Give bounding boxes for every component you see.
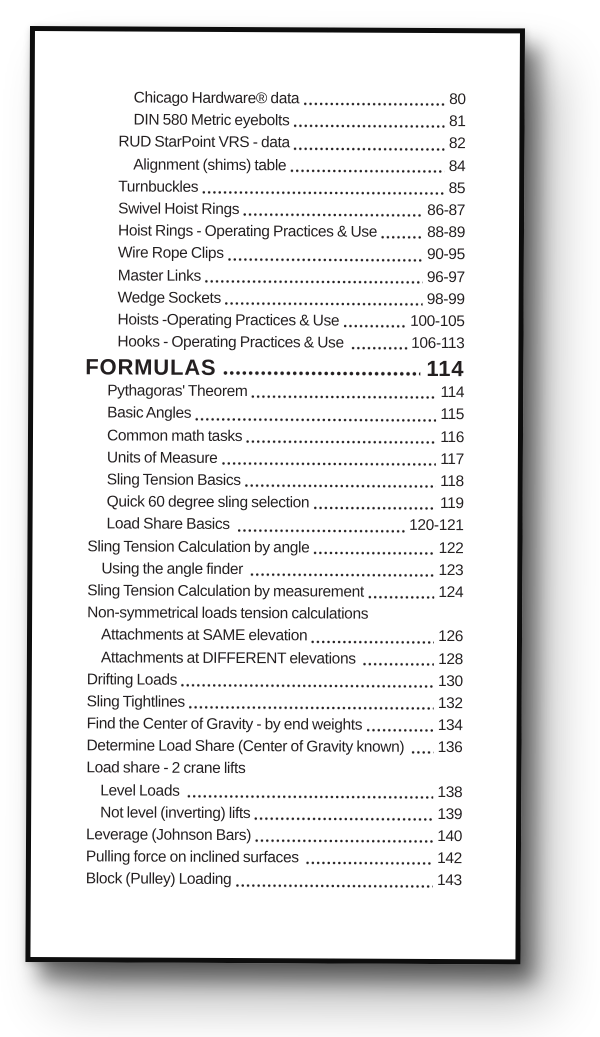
toc-entry-label: Using the angle finder bbox=[101, 560, 247, 578]
toc-entry-page: 117 bbox=[440, 450, 464, 468]
toc-entry-row bbox=[32, 624, 463, 648]
toc-entry-page: 122 bbox=[438, 539, 464, 557]
toc-entry-label: Hoist Rings - Operating Practices & Use bbox=[117, 222, 378, 241]
toc-entry-label: Alignment (shims) table bbox=[133, 156, 287, 174]
toc-leader-dots bbox=[342, 310, 406, 332]
toc-entry-label: Sling Tension Basics bbox=[106, 471, 241, 490]
table-of-contents bbox=[31, 87, 520, 893]
toc-entry-label: Not level (inverting) lifts bbox=[100, 804, 251, 822]
toc-entry-label: Master Links bbox=[117, 266, 201, 285]
toc-entry-label: Sling Tension Calculation by angle bbox=[87, 537, 310, 556]
toc-entry-label: Common math tasks bbox=[106, 427, 243, 445]
toc-entry-label: Attachments at SAME elevation bbox=[100, 626, 308, 645]
toc-entry-row bbox=[34, 287, 465, 311]
toc-leader-dots bbox=[312, 493, 436, 516]
toc-entry-row bbox=[34, 198, 465, 222]
toc-entry-page: 138 bbox=[437, 783, 463, 801]
toc-entry-page: 115 bbox=[440, 406, 465, 424]
toc-leader-dots bbox=[362, 648, 434, 671]
toc-entry-page: 100-105 bbox=[410, 312, 465, 331]
toc-leader-dots bbox=[305, 848, 433, 871]
toc-entry-label: Wire Rope Clips bbox=[117, 244, 224, 263]
toc-entry-page: 139 bbox=[437, 805, 463, 823]
toc-entry-page: 96-97 bbox=[426, 268, 465, 286]
toc-entry-row bbox=[31, 780, 462, 804]
toc-entry-page: 134 bbox=[437, 717, 463, 735]
toc-leader-dots bbox=[310, 626, 434, 649]
toc-entry-label: Wedge Sockets bbox=[117, 289, 221, 307]
toc-entry-page: 98-99 bbox=[426, 290, 465, 308]
toc-entry-label: Load Share Basics bbox=[106, 515, 234, 534]
toc-entry-label: Sling Tightlines bbox=[86, 693, 185, 711]
toc-heading-label: FORMULAS bbox=[85, 354, 217, 381]
toc-entry-row bbox=[34, 265, 465, 289]
toc-entry-page: 88-89 bbox=[427, 224, 466, 242]
toc-entry-row bbox=[34, 309, 465, 333]
toc-leader-dots bbox=[249, 559, 434, 582]
toc-entry-label: RUD StarPoint VRS - data bbox=[118, 133, 290, 152]
toc-entry-row bbox=[34, 109, 465, 133]
book-page bbox=[25, 26, 525, 964]
toc-entry-row bbox=[32, 669, 463, 693]
toc-entry-page: 124 bbox=[438, 583, 464, 602]
toc-leader-dots bbox=[411, 737, 434, 759]
toc-entry-row bbox=[34, 242, 465, 266]
toc-leader-dots bbox=[250, 381, 436, 404]
toc-entry-page: 128 bbox=[438, 650, 463, 668]
toc-entry-row bbox=[34, 176, 465, 200]
toc-entry-row bbox=[32, 536, 463, 560]
toc-leader-dots bbox=[254, 825, 433, 848]
toc-entry-label: Block (Pulley) Loading bbox=[85, 870, 232, 889]
toc-leader-dots bbox=[293, 133, 445, 156]
toc-entry-page: 118 bbox=[440, 473, 464, 491]
toc-leader-dots bbox=[244, 470, 437, 493]
toc-entry-page: 80 bbox=[449, 91, 466, 109]
toc-leader-dots bbox=[180, 669, 434, 692]
toc-entry-page: 119 bbox=[439, 495, 464, 513]
toc-leader-dots bbox=[289, 155, 445, 178]
toc-entry-label: Drifting Loads bbox=[86, 670, 178, 689]
toc-entry-label: Attachments at DIFFERENT elevations bbox=[100, 648, 360, 668]
toc-leader-dots bbox=[292, 110, 445, 133]
toc-entry-row bbox=[32, 602, 463, 626]
toc-entry-row bbox=[33, 513, 464, 537]
toc-leader-dots bbox=[350, 333, 407, 355]
toc-leader-dots bbox=[245, 426, 436, 449]
toc-leader-dots bbox=[194, 403, 436, 426]
toc-entry-label: Swivel Hoist Rings bbox=[118, 200, 240, 218]
toc-entry-page: 106-113 bbox=[411, 334, 465, 353]
toc-entry-label: Units of Measure bbox=[106, 449, 218, 467]
toc-leader-dots bbox=[204, 265, 423, 288]
toc-entry-label: Basic Angles bbox=[107, 404, 192, 423]
toc-entry-page: 81 bbox=[448, 113, 466, 131]
toc-entry-row bbox=[33, 380, 464, 404]
toc-entry-row bbox=[32, 580, 463, 604]
toc-entry-label: Turnbuckles bbox=[118, 178, 199, 196]
toc-entry-row bbox=[31, 868, 462, 892]
toc-entry-page: 120-121 bbox=[409, 517, 464, 535]
toc-entry-page: 140 bbox=[437, 827, 463, 846]
toc-entry-row bbox=[32, 558, 463, 582]
toc-entry-label: Determine Load Share (Center of Gravity known) bbox=[86, 737, 408, 757]
toc-entry-row bbox=[35, 87, 466, 111]
toc-entry-page: 85 bbox=[448, 179, 466, 197]
toc-entry-row bbox=[31, 757, 462, 781]
toc-leader-dots bbox=[186, 780, 434, 803]
toc-leader-dots bbox=[236, 514, 405, 537]
toc-leader-dots bbox=[201, 177, 445, 200]
toc-entry-label: Find the Center of Gravity - by end weights bbox=[86, 715, 363, 734]
toc-leader-dots bbox=[242, 199, 423, 222]
toc-entry-page: 82 bbox=[448, 135, 466, 153]
toc-entry-row bbox=[34, 154, 465, 178]
toc-entry-page: 132 bbox=[437, 694, 463, 712]
toc-entry-row bbox=[32, 647, 463, 671]
toc-entry-label: Level Loads bbox=[100, 781, 184, 800]
toc-leader-dots bbox=[365, 715, 434, 738]
toc-entry-row bbox=[34, 220, 465, 244]
toc-leader-dots bbox=[312, 537, 434, 560]
toc-entry-label: Chicago Hardware® data bbox=[133, 89, 300, 108]
toc-entry-page: 130 bbox=[437, 672, 463, 690]
toc-entry-label: Leverage (Johnson Bars) bbox=[86, 826, 252, 845]
toc-leader-dots bbox=[253, 803, 433, 826]
toc-entry-row bbox=[33, 491, 464, 515]
toc-leader-dots bbox=[380, 222, 423, 244]
toc-entry-label: Load share - 2 crane lifts bbox=[86, 759, 246, 778]
toc-entry-label: Non-symmetrical loads tension calculations bbox=[87, 604, 369, 623]
toc-entry-label: DIN 580 Metric eyebolts bbox=[133, 111, 290, 130]
toc-entry-row bbox=[31, 846, 462, 870]
toc-heading-row bbox=[33, 353, 464, 382]
toc-entry-page: 136 bbox=[437, 739, 463, 757]
toc-entry-row bbox=[32, 691, 463, 715]
toc-leader-dots bbox=[224, 288, 423, 311]
toc-entry-page: 142 bbox=[437, 850, 462, 868]
toc-entry-page: 143 bbox=[436, 872, 462, 890]
toc-leader-dots bbox=[222, 354, 420, 382]
toc-entry-page: 116 bbox=[440, 428, 465, 446]
toc-entry-page: 90-95 bbox=[426, 246, 465, 264]
toc-entry-row bbox=[33, 447, 464, 471]
toc-entry-label: Pythagoras' Theorem bbox=[107, 382, 248, 401]
toc-entry-label: Hoists -Operating Practices & Use bbox=[117, 311, 340, 330]
toc-entry-row bbox=[33, 402, 464, 426]
toc-entry-row bbox=[33, 425, 464, 449]
toc-entry-label: Quick 60 degree sling selection bbox=[106, 493, 310, 512]
toc-entry-label: Sling Tension Calculation by measurement bbox=[87, 582, 364, 601]
toc-entry-row bbox=[31, 824, 462, 848]
toc-entry-page: 114 bbox=[426, 356, 465, 382]
toc-leader-dots bbox=[220, 448, 436, 471]
toc-entry-row bbox=[33, 469, 464, 493]
toc-leader-dots bbox=[234, 869, 433, 892]
toc-entry-label: Pulling force on inclined surfaces bbox=[85, 848, 303, 867]
toc-entry-row bbox=[33, 331, 464, 355]
toc-entry-page: 84 bbox=[448, 157, 466, 175]
toc-entry-page: 114 bbox=[440, 384, 465, 402]
toc-entry-page: 126 bbox=[438, 628, 464, 646]
toc-leader-dots bbox=[188, 692, 434, 715]
toc-entry-page: 123 bbox=[438, 561, 464, 579]
toc-entry-label: Hooks - Operating Practices & Use bbox=[117, 333, 348, 352]
toc-entry-row bbox=[32, 713, 463, 737]
toc-entry-row bbox=[31, 802, 462, 826]
toc-entry-row bbox=[31, 735, 462, 759]
toc-entry-row bbox=[34, 131, 465, 155]
toc-leader-dots bbox=[367, 582, 435, 605]
toc-leader-dots bbox=[227, 243, 423, 266]
toc-leader-dots bbox=[302, 88, 445, 111]
toc-entry-page: 86-87 bbox=[427, 201, 466, 220]
